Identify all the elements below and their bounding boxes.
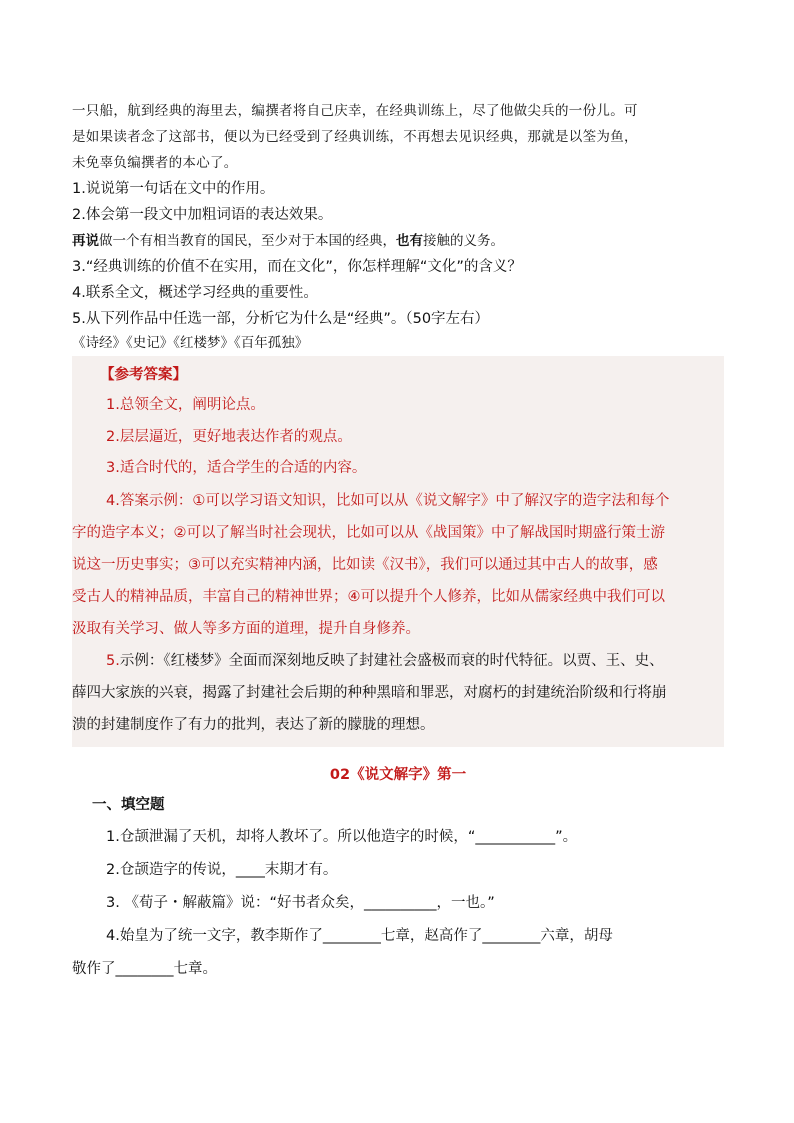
answer-1: 1.总领全文，阐明论点。 [106,397,265,413]
answer-4-line-1: 4.答案示例：①可以学习语文知识，比如可以从《说文解字》中了解汉字的造字法和每个 [106,492,670,509]
works-list: 《诗经》《史记》《红楼梦》《百年孤独》 [72,335,309,351]
document-page [72,98,724,986]
answer-4 [72,485,724,645]
question-1: 1.说说第一句话在文中的作用。 [72,181,275,197]
answer-5 [72,645,724,741]
question-3: 3.“经典训练的价值不在实用，而在文化”，你怎样理解“文化”的含义？ [72,259,522,275]
fill-item-4-continued: 敬作了________七章。 [72,960,217,977]
section-title: 02《说文解字》第一 [329,766,467,783]
question-4: 4.联系全文，概述学习经典的重要性。 [72,285,318,301]
intro-line-3: 未免辜负编撰者的本心了。 [72,155,238,171]
fill-item-3: 3. 《荀子・解蔽篇》说：“好书者众矣，__________，一也。” [106,894,495,911]
answer-box [72,356,724,747]
intro-line-2: 是如果读者念了这部书，便以为已经受到了经典训练，不再想去见识经典，那就是以筌为鱼， [72,129,638,145]
answer-heading: 【参考答案】 [100,367,187,383]
quote-middle: 做一个有相当教育的国民，至少对于本国的经典， [99,233,396,249]
quote-end: 接触的义务。 [423,233,504,249]
bold-word-1: 再说 [72,233,99,249]
question-2: 2.体会第一段文中加粗词语的表达效果。 [72,207,333,223]
answer-4-line-4: 受古人的精神品质，丰富自己的精神世界；④可以提升个人修养，比如从儒家经典中我们可以 [72,588,665,605]
answer-5-line-2: 薛四大家族的兴衰，揭露了封建社会后期的种种黑暗和罪恶，对腐朽的封建统治阶级和行将崩 [72,684,667,701]
answer-4-line-2: 字的造字本义；②可以了解当时社会现状，比如可以从《战国策》中了解战国时期盛行策士游 [72,524,665,541]
question-2-quote [72,228,724,254]
fill-item-1: 1.仓颉泄漏了天机，却将人教坏了。所以他造字的时候，“___________”。 [106,828,578,845]
question-5: 5.从下列作品中任选一部，分析它为什么是“经典”。（50字左右） [72,311,490,327]
fill-item-4: 4.始皇为了统一文字，教李斯作了________七章，赵高作了________六章，胡母 [106,927,613,944]
answer-5-line-1 [72,645,724,677]
intro-line-1: 一只船，航到经典的海里去，编撰者将自己庆幸，在经典训练上，尽了他做尖兵的一份儿。可 [72,103,638,119]
answer-5-line-1-text: 示例：《红楼梦》全面而深刻地反映了封建社会盛极而衰的时代特征。以贾、王、史、 [119,652,664,669]
answer-4-line-5: 汲取有关学习、做人等多方面的道理，提升自身修养。 [72,620,420,637]
answer-4-line-3: 说这一历史事实；③可以充实精神内涵，比如读《汉书》，我们可以通过其中古人的故事，感 [72,556,658,573]
answer-2: 2.层层逼近，更好地表达作者的观点。 [106,428,352,445]
answer-5-line-3: 溃的封建制度作了有力的批判，表达了新的朦胧的理想。 [72,716,435,733]
answer-3: 3.适合时代的，适合学生的合适的内容。 [106,460,367,476]
fill-blank-heading: 一、填空题 [92,796,165,813]
bold-word-2: 也有 [396,233,423,249]
fill-item-2: 2.仓颉造字的传说，____末期才有。 [106,861,338,878]
answer-5-number: 5. [106,652,120,669]
